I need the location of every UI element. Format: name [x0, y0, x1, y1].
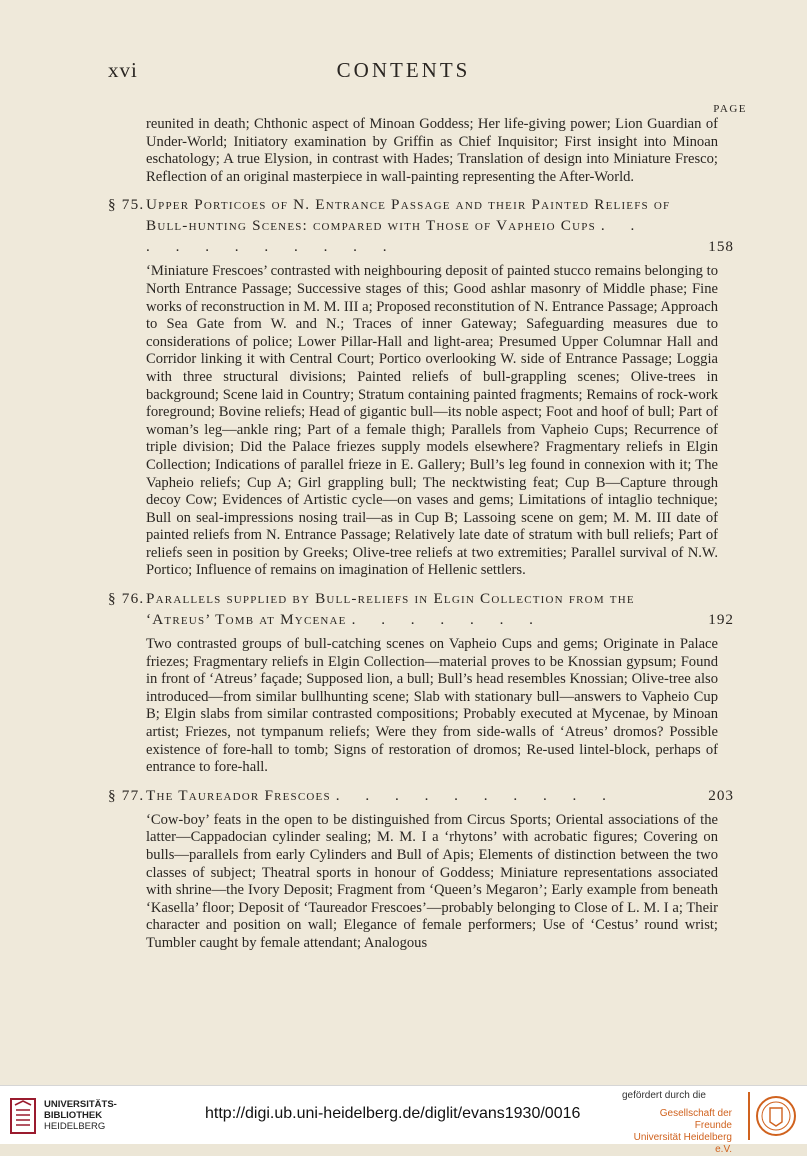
page-column-label: PAGE	[713, 103, 747, 115]
permalink-url[interactable]: http://digi.ub.uni-heidelberg.de/diglit/evans1930/0016	[205, 1105, 581, 1122]
contents-body	[108, 116, 734, 953]
section-title: Parallels supplied by Bull-reliefs in Elgin Collection from the ‘Atreus’ Tomb at Mycenae . . . . . . .	[146, 590, 635, 629]
library-name: UNIVERSITÄTS- BIBLIOTHEK HEIDELBERG	[44, 1099, 117, 1132]
section-title: Upper Porticoes of N. Entrance Passage and their Painted Reliefs of Bull-hunting Scenes: compared with Those of Vapheio Cups . . . . . . . . . . .	[146, 196, 671, 256]
section-title: The Taureador Frescoes . . . . . . . . . .	[146, 786, 617, 804]
section-page-number: 158	[708, 238, 734, 256]
section-page-number: 203	[708, 786, 734, 804]
page-title: CONTENTS	[336, 58, 471, 82]
section-77-summary: ‘Cow-boy’ feats in the open to be distinguished from Circus Sports; Oriental associations of the latter—Cappadocian cylinder sealing; M. M. I a ‘rhytons’ with acrobatic figures; Covering on bulls—parallels from early Cylinders and Bull of Apis; Elements of distinction between the two classes of subject; Theatral sports in honour of Goddess; Miniature representations associated with shrine—the Ivory Deposit; Fragment from ‘Queen’s Megaron’; Early example from beneath ‘Kasella’ floor; Deposit of ‘Taureador Frescoes’—probably belonging to Close of L. M. I a; Their character and position on wall; Elegance of female performers; Use of ‘Cestus’ round wrist; Tumbler caught by female attendant; Analogous	[146, 811, 718, 951]
intro-paragraph: reunited in death; Chthonic aspect of Minoan Goddess; Her life-giving power; Lion Guardian of Under-World; Initiatory examination by Griffin as Chief Inquisitor; First insight into Minoan eschatology; A true Elysion, in contrast with Hades; Translation of design into Miniature Fresco; Reflection of an original masterpiece in wall-painting representing the After-World.	[146, 116, 718, 185]
sponsor-name: Gesellschaft der Freunde Universität Heidelberg e.V.	[633, 1108, 732, 1155]
section-75-heading	[108, 194, 734, 257]
page-number: xvi	[108, 58, 138, 82]
section-page-number: 192	[708, 611, 734, 629]
section-number: § 75.	[108, 196, 145, 214]
section-76-summary: Two contrasted groups of bull-catching scenes on Vapheio Cups and gems; Originate in Palace friezes; Fragmentary reliefs in Elgin Collection—material proves to be Knossian gypsum; Found in front of ‘Atreus’ façade; Supposed lion, a bull; Bull’s head resembles Knossian; Olive-tree also introduced—from similar bullhunting scene; Slab with stationary bull—answers to Vapheio Cup B; Elgin slabs from similar contrasted compositions; Probably executed at Mycenae, by Minoan artist; Friezes, not tympanum reliefs; Were they from side-walls of ‘Atreus’ dromos? Possible existence of fore-hall to tomb; Signs of restoration of dromos; Re-used lintel-block, perhaps of entrance to fore-hall.	[146, 636, 718, 776]
section-number: § 76.	[108, 590, 145, 608]
section-number: § 77.	[108, 786, 145, 804]
section-76-heading	[108, 588, 734, 630]
section-75-summary: ‘Miniature Frescoes’ contrasted with neighbouring deposit of painted stucco remains belonging to North Entrance Passage; Successive stages of this; Good ashlar masonry of Middle phase; Fine works of reconstruction in M. M. III a; Proposed reconstitution of N. Entrance Passage; Approach to Sea Gate from W. and N.; Traces of inner Gateway; Safeguarding measures due to considerations of police; Lower Pillar-Hall and light-area; Presumed Upper Columnar Hall and Corridor linking it with Central Court; Portico overlooking W. side of Entrance Passage; Loggia with three structural divisions; Painted reliefs of bull-grappling scenes; Olive-trees in background; Scene laid in Country; Stratum containing painted fragments; Remains of rock-work foreground; Bovine reliefs; Head of gigantic bull—its noble aspect; Foot and hoof of bull; Part of woman’s leg—ankle ring; Part of a female thigh; Parallels from Vapheio Cups; Recurrence of triple division; Did the Palace friezes supply models elsewhere? Fragmentary reliefs in Elgin Collection; Indications of parallel frieze in E. Gallery; Bull’s leg found in connexion with it; The Vapheio reliefs; Cup A; Girl grappling bull; The necktwisting feat; Cup B—Capture through decoy Cow; Evidences of Artistic cycle—on vases and gems; Limitations of intaglio technique; Bull on seal-impressions nosing trail—as in Cup B; Lassoing scene on gem; M. M. III date of painted reliefs from N. Entrance Passage; Relatively late date of stratum with bull reliefs; Part of reliefs seen in position by Greeks; Olive-tree reliefs at two extremities; Parallel survival of N.W. Portico; Influence of remains on imagination of Hellenic settlers.	[146, 263, 718, 579]
viewer-footer	[0, 1085, 807, 1155]
university-seal-icon	[748, 1092, 798, 1140]
sponsor-label: gefördert durch die	[622, 1090, 706, 1101]
section-77-heading	[108, 785, 734, 806]
library-logo-icon	[10, 1096, 36, 1136]
